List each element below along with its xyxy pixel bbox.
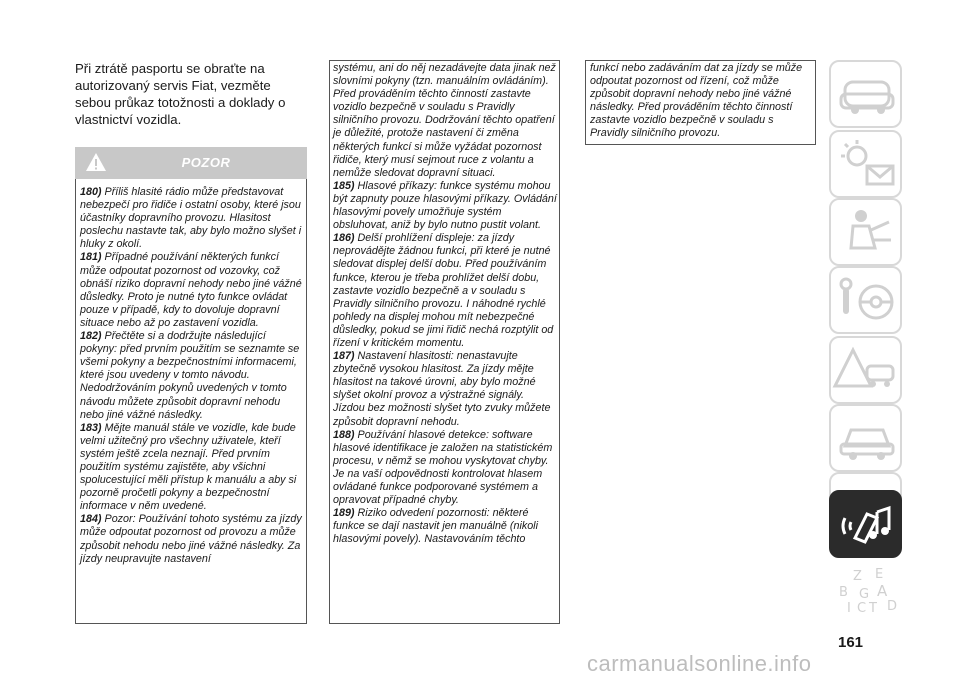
intro-paragraph: Při ztrátě pasportu se obraťte na autorizovaný servis Fiat, vezměte sebou průkaz totožnosti a doklady o vlastnictví vozidla. [75, 61, 286, 127]
svg-text:B: B [839, 585, 848, 600]
warning-title: POZOR [181, 155, 231, 170]
warning-list [80, 186, 304, 566]
warning-item-number: 181) [80, 251, 102, 264]
right-warning-text: funkcí nebo zadáváním dat za jízdy se může odpoutat pozornost od řízení, což může způsobit dopravní nehody nebo jiné vážné následky. Před prováděním těchto činností zastavte vozidlo bezpečně v souladu s Pravidly silničního provozu. [590, 62, 803, 140]
tab-dashboard[interactable] [829, 60, 902, 128]
svg-text:A: A [877, 582, 888, 600]
warning-item-number: 180) [80, 186, 102, 198]
warning-item-text: Hlasové příkazy: funkce systému mohou být zapnuty pouze hlasovými příkazy. Ovládání hlasovými povely umožňuje systém obsluhovat, aniž by bylo nutno pustit volant. [333, 179, 557, 232]
warning-item [333, 429, 557, 508]
warning-item-text: Příliš hlasité rádio může představovat nebezpečí pro řidiče i ostatní osoby, které jsou účastníky dopravního provozu. Hlasitost poslechu nastavte tak, aby bylo možno slyšet i hluky z okolí. [80, 186, 302, 251]
warning-item [80, 513, 304, 565]
car-service-icon [831, 406, 904, 474]
svg-text:C: C [857, 601, 867, 616]
tab-car-service[interactable] [829, 404, 902, 472]
warning-item [80, 422, 304, 514]
tab-index[interactable] [829, 560, 902, 628]
warning-item-text: Pozor: Používání tohoto systému za jízdy může odpoutat pozornost od provozu a může způsobit nehodu nebo jiné vážné následky. Za jízdy neupravujte nastavení [80, 513, 302, 565]
seat-airbag-icon [831, 200, 904, 268]
warning-header [75, 147, 307, 179]
tab-lights-mail[interactable] [829, 130, 902, 198]
car-dashboard-icon [831, 62, 904, 130]
watermark[interactable]: carmanualsonline.info [587, 651, 812, 676]
svg-text:G: G [859, 587, 870, 602]
warning-item-number: 182) [80, 330, 102, 343]
warning-item [333, 232, 557, 350]
key-steering-wheel-icon [831, 268, 904, 336]
middle-lead-text: systému, ani do něj nezadávejte data jinak než slovními pokyny (tzn. manuálním ovládáním). Před prováděním těchto činností zastavte vozidlo bezpečně v souladu s Pravidly silničního provozu. Dodržování těchto opatření je důležité, protože nastavení či změna některých funkcí si může vyžádat pozornost řidiče, který musí sejmout ruce z volantu a nemůže sledovat dopravní situaci. [333, 62, 556, 179]
warning-item-number: 186) [333, 232, 355, 245]
warning-item-number: 189) [333, 507, 355, 520]
middle-warning-list [333, 62, 557, 546]
svg-text:E: E [875, 567, 884, 582]
tab-warning-breakdown[interactable] [829, 336, 902, 404]
warning-item [333, 507, 557, 546]
warning-item [80, 330, 304, 422]
warning-item-text: Delší prohlížení displeje: za jízdy neprovádějte žádnou funkci, při které je nutné sledovat displej delší dobu. Před používáním funkce, kterou je třeba prohlížet delší dobu, zastavte vozidlo bezpečně a v souladu s Pravidly silničního provozu. I náhodné rychlé pohledy na displej mohou mít nebezpečné důsledky, pokud se jimi řidič nechá rozptýlit od řízení v kritickém momentu. [333, 232, 554, 349]
warning-item-number: 183) [80, 421, 102, 434]
warning-item-text: Riziko odvedení pozornosti: některé funkce se dají nastavit jen manuálně (nikoli hlasovými povely). Nastavováním těchto [333, 507, 538, 546]
tab-multimedia[interactable] [829, 490, 902, 558]
warning-item-text: Mějte manuál stále ve vozidle, kde bude velmi užitečný pro všechny uživatele, kteří systém ještě zcela neznají. Před prvním použitím systému zajistěte, aby všichni spolucestující měli přístup k manuálu a aby si pozorně pročetli pokyny a bezpečnostní informace v něm uvedené. [80, 421, 297, 513]
warning-item-number: 185) [333, 179, 355, 192]
warning-item-number: 187) [333, 350, 355, 363]
index-letters-icon [829, 560, 902, 628]
warning-item-text: Používání hlasové detekce: software hlasové identifikace je založen na statistickém procesu, v němž se mohou vyskytovat chyby. Je na vaší odpovědnosti kontrolovat hlasem ovládané funkce podporované systémem a opravovat případné chyby. [333, 428, 553, 507]
warning-item-text: Případné používání některých funkcí může odpoutat pozornost od vozovky, což obnáší riziko dopravní nehody nebo jiné vážné důsledky. Proto je nutné tyto funkce ovládat pouze v případě, kdy to dovoluje dopravní situace nebo až po zastavení vozidla. [80, 251, 302, 329]
warning-item-number: 188) [333, 428, 355, 441]
warning-item-text: Přečtěte si a dodržujte následující pokyny: před prvním použitím se seznamte se všemi pokyny a bezpečnostními informacemi, které jsou uvedeny v tomto návodu. Nedodržováním pokynů uvedených v tomto návodu můžete způsobit dopravní nehodu nebo jiné vážné následky. [80, 330, 300, 421]
warning-item [80, 186, 304, 251]
svg-text:D: D [887, 599, 898, 614]
tab-key-steering[interactable] [829, 266, 902, 334]
warning-item-text: Nastavení hlasitosti: nenastavujte zbytečně vysokou hlasitost. Za jízdy mějte hlasitost na takové úrovni, aby bylo možné slyšet okolní provoz a výstražné signály. Jízdou bez možnosti slyšet tyto zvuky můžete způsobit dopravní nehodu. [333, 350, 551, 428]
warning-item [333, 180, 557, 232]
warning-item-number: 184) [80, 513, 102, 526]
tab-seat-airbag[interactable] [829, 198, 902, 266]
page-number: 161 [838, 634, 864, 651]
warning-item [80, 251, 304, 330]
lights-mail-icon [831, 132, 904, 200]
svg-text:Z: Z [853, 569, 862, 584]
warning-breakdown-icon [831, 338, 904, 406]
svg-text:T: T [869, 601, 877, 616]
warning-item [333, 350, 557, 429]
svg-text:I: I [847, 601, 851, 616]
multimedia-music-icon [831, 492, 904, 560]
